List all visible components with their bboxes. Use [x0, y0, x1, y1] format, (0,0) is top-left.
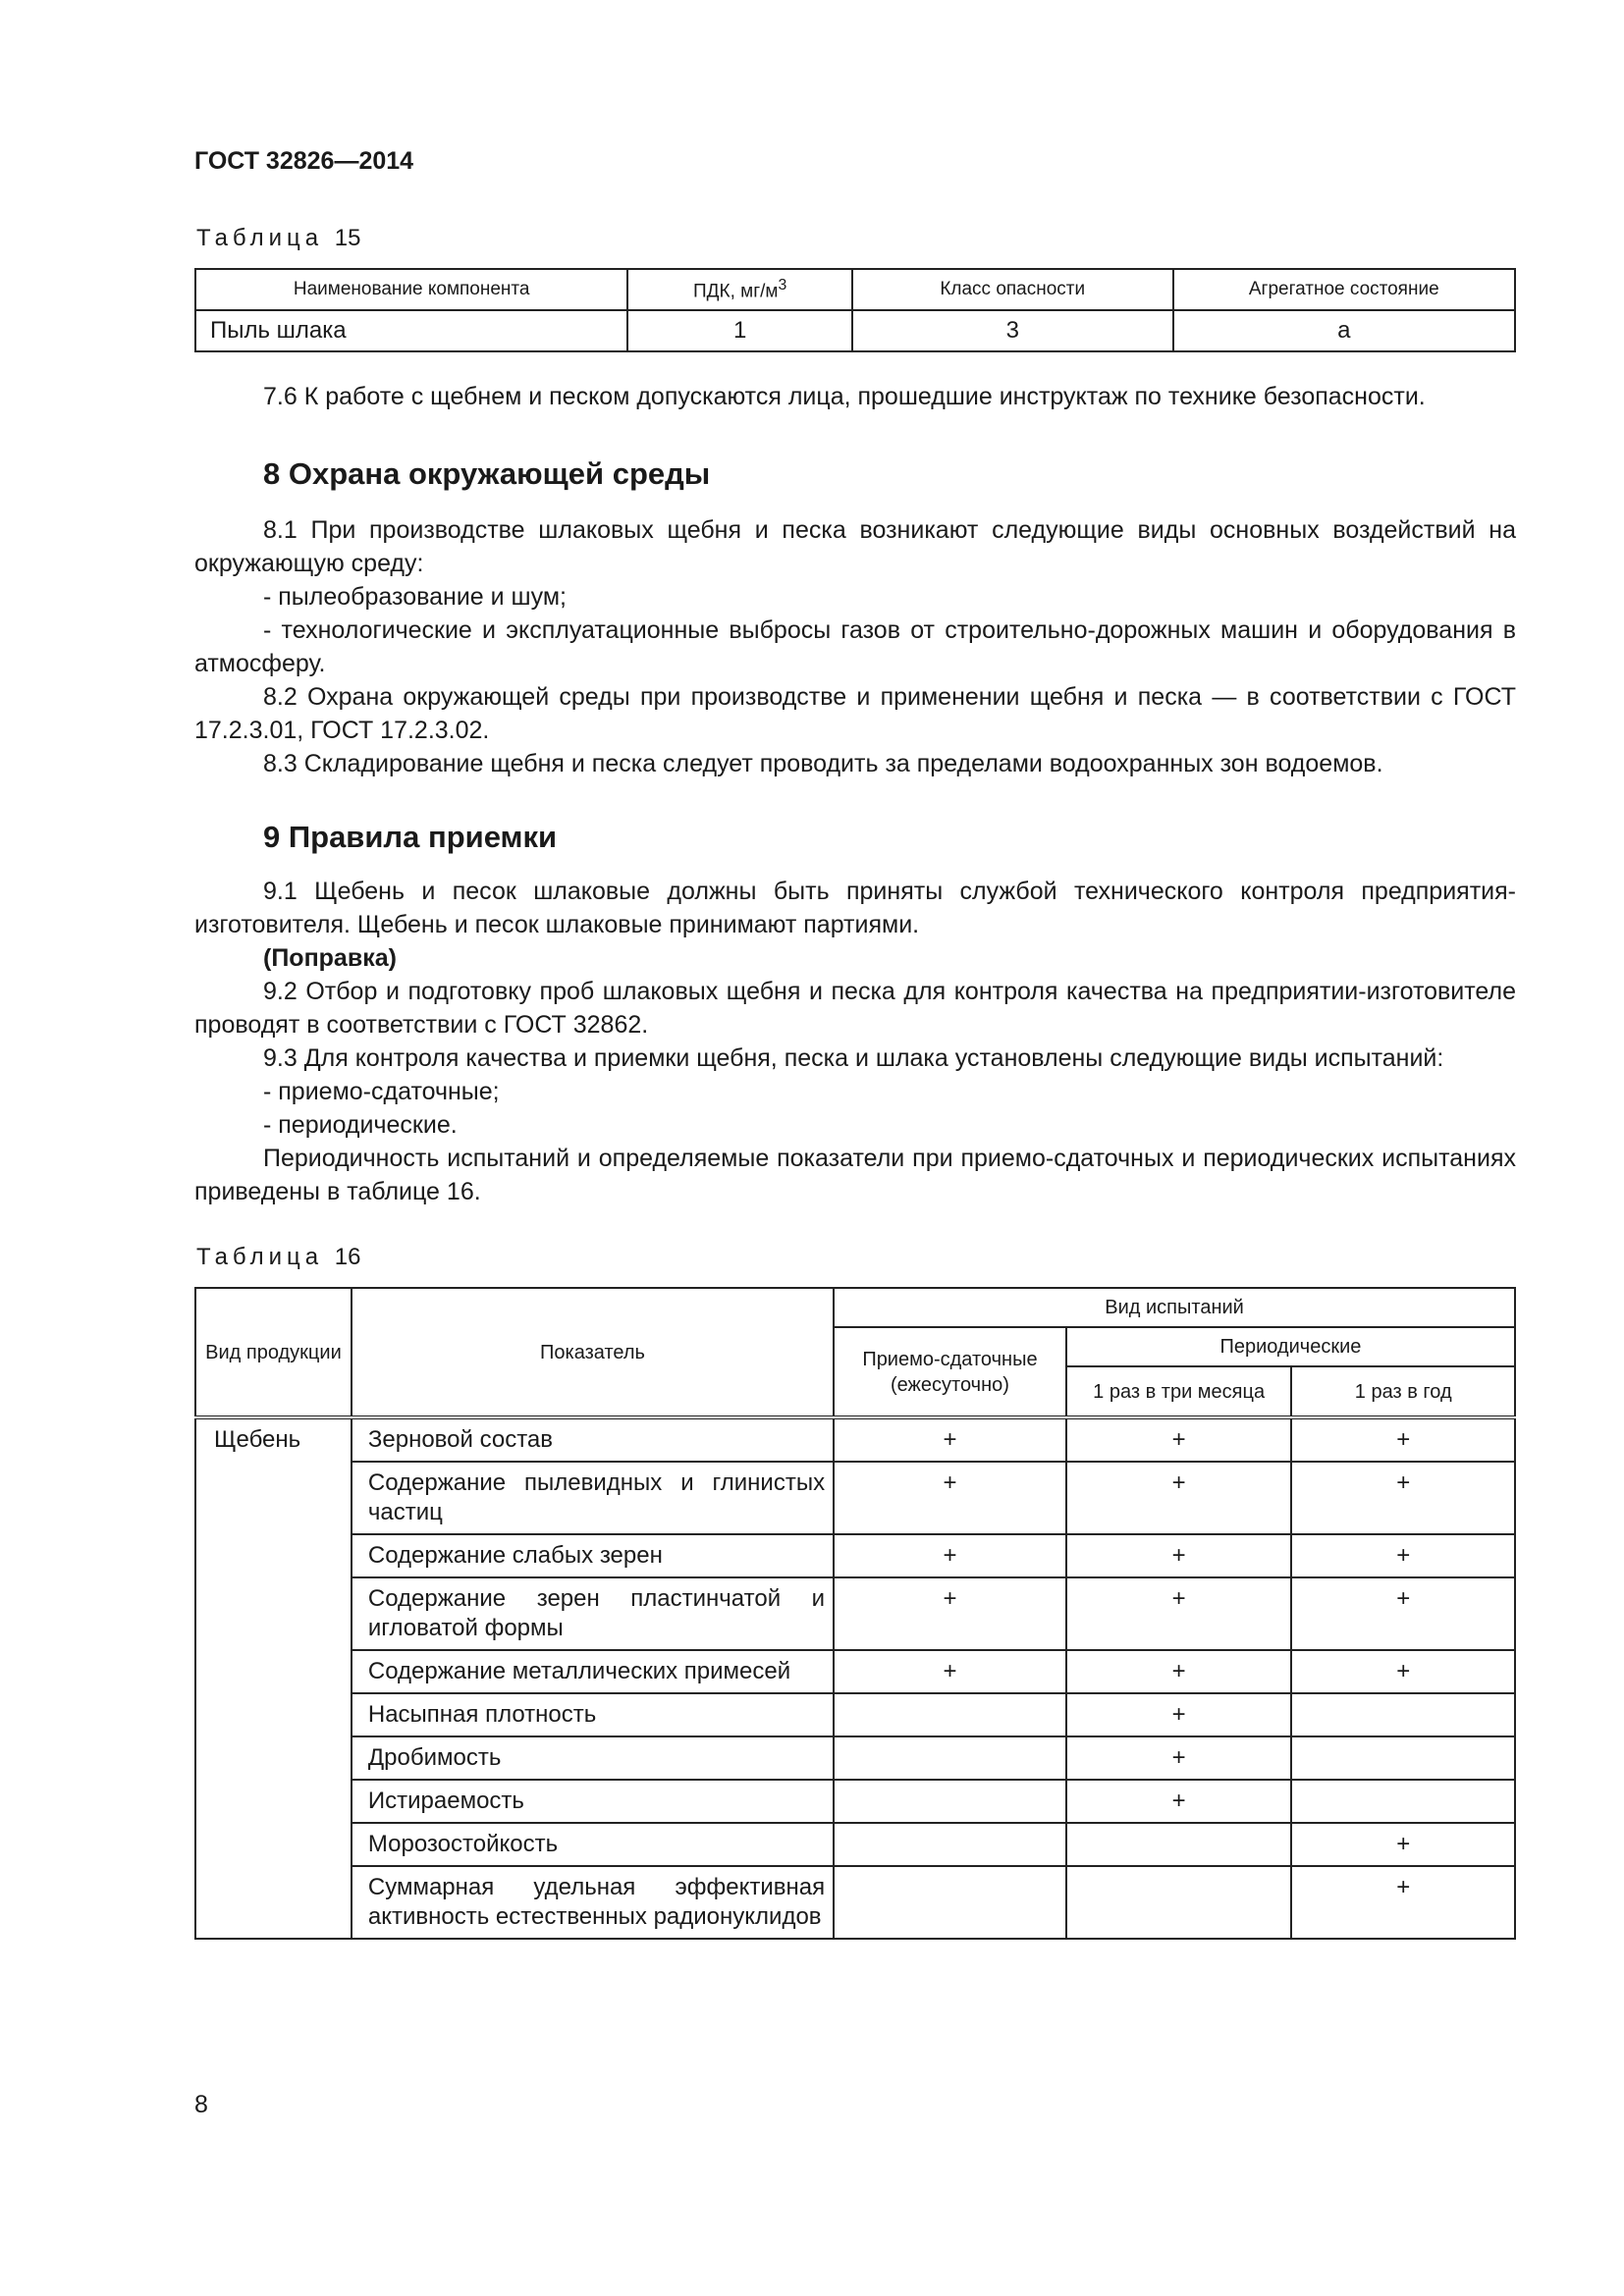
table15-header-cell: Наименование компонента — [195, 269, 627, 310]
table15-caption — [196, 225, 1516, 252]
quarterly-cell: + — [1066, 1417, 1292, 1462]
pdk-superscript: 3 — [778, 276, 787, 294]
acceptance-cell: + — [834, 1650, 1066, 1693]
yearly-cell — [1291, 1780, 1515, 1823]
yearly-cell: + — [1291, 1823, 1515, 1866]
paragraph-9-3: 9.3 Для контроля качества и приемки щебня, песка и шлака установлены следующие виды испытаний: — [263, 1044, 1444, 1072]
acceptance-cell — [834, 1693, 1066, 1736]
acceptance-cell — [834, 1780, 1066, 1823]
indicator-cell: Зерновой состав — [352, 1417, 834, 1462]
list-item: - пылеобразование и шум; — [263, 583, 567, 611]
table-row — [195, 1462, 1515, 1534]
quarterly-cell: + — [1066, 1780, 1292, 1823]
table15-cell: а — [1173, 310, 1516, 351]
quarterly-cell: + — [1066, 1534, 1292, 1577]
pdk-label: ПДК, мг/м — [693, 281, 779, 302]
quarterly-cell — [1066, 1823, 1292, 1866]
list-item: - периодические. — [263, 1111, 458, 1139]
yearly-cell: + — [1291, 1462, 1515, 1534]
paragraph-8-3: 8.3 Складирование щебня и песка следует проводить за пределами водоохранных зон водоемов. — [263, 750, 1383, 777]
document-header: ГОСТ 32826—2014 — [194, 147, 414, 175]
table15-cell: 3 — [852, 310, 1173, 351]
section-8-title: 8 Охрана окружающей среды — [263, 456, 711, 491]
table-row — [195, 1417, 1515, 1462]
table15-caption-word: Таблица — [196, 225, 324, 251]
table15-header-cell: Агрегатное состояние — [1173, 269, 1516, 310]
paragraph-9-3-cont: Периодичность испытаний и определяемые показатели при приемо-сдаточных и периодических испытаниях приведены в таблице 16. — [194, 1145, 1516, 1205]
quarterly-cell: + — [1066, 1693, 1292, 1736]
section-9-title: 9 Правила приемки — [263, 820, 558, 854]
yearly-cell: + — [1291, 1534, 1515, 1577]
list-item: - технологические и эксплуатационные выбросы газов от строительно-дорожных машин и оборудования в атмосферу. — [194, 616, 1516, 677]
paragraph-8-1: 8.1 При производстве шлаковых щебня и песка возникают следующие виды основных воздействий на окружающую среду: — [194, 516, 1516, 577]
yearly-cell — [1291, 1693, 1515, 1736]
indicator-cell: Морозостойкость — [352, 1823, 834, 1866]
indicator-cell: Истираемость — [352, 1780, 834, 1823]
table-row — [195, 1693, 1515, 1736]
table16-caption — [196, 1244, 1516, 1271]
indicator-cell: Насыпная плотность — [352, 1693, 834, 1736]
header-test-kind: Вид испытаний — [834, 1288, 1515, 1327]
quarterly-cell: + — [1066, 1736, 1292, 1780]
table-15 — [194, 268, 1516, 352]
table15-caption-number: 15 — [334, 225, 361, 251]
indicator-cell: Суммарная удельная эффективная активность естественных радионуклидов — [352, 1866, 834, 1939]
document-page — [194, 147, 1516, 1940]
table15-cell: 1 — [627, 310, 852, 351]
indicator-cell: Содержание пылевидных и глинистых частиц — [352, 1462, 834, 1534]
acceptance-cell: + — [834, 1577, 1066, 1650]
table15-header-cell: Класс опасности — [852, 269, 1173, 310]
header-yearly: 1 раз в год — [1291, 1366, 1515, 1417]
yearly-cell: + — [1291, 1650, 1515, 1693]
table-row — [195, 1534, 1515, 1577]
acceptance-cell — [834, 1823, 1066, 1866]
paragraph-9-2: 9.2 Отбор и подготовку проб шлаковых щебня и песка для контроля качества на предприятии-изготовителе проводят в соответствии с ГОСТ 32862. — [194, 978, 1516, 1039]
acceptance-cell: + — [834, 1417, 1066, 1462]
quarterly-cell: + — [1066, 1577, 1292, 1650]
list-item: - приемо-сдаточные; — [263, 1078, 500, 1105]
table16-header-row — [195, 1288, 1515, 1327]
quarterly-cell: + — [1066, 1462, 1292, 1534]
table15-header-cell — [627, 269, 852, 310]
correction-note: (Поправка) — [263, 944, 397, 972]
table15-cell: Пыль шлака — [195, 310, 627, 351]
yearly-cell — [1291, 1736, 1515, 1780]
table-row — [195, 1866, 1515, 1939]
acceptance-cell — [834, 1866, 1066, 1939]
table-row — [195, 1650, 1515, 1693]
acceptance-cell — [834, 1736, 1066, 1780]
table-row — [195, 1780, 1515, 1823]
table-row — [195, 1577, 1515, 1650]
header-product: Вид продукции — [195, 1288, 352, 1417]
header-acceptance: Приемо-сдаточные (ежесуточно) — [834, 1327, 1066, 1417]
table15-row — [195, 310, 1515, 351]
table-row — [195, 1823, 1515, 1866]
table16-caption-number: 16 — [334, 1244, 361, 1270]
table-row — [195, 1736, 1515, 1780]
quarterly-cell: + — [1066, 1650, 1292, 1693]
yearly-cell: + — [1291, 1577, 1515, 1650]
header-indicator: Показатель — [352, 1288, 834, 1417]
yearly-cell: + — [1291, 1866, 1515, 1939]
indicator-cell: Содержание слабых зерен — [352, 1534, 834, 1577]
quarterly-cell — [1066, 1866, 1292, 1939]
indicator-cell: Дробимость — [352, 1736, 834, 1780]
paragraph-9-1: 9.1 Щебень и песок шлаковые должны быть приняты службой технического контроля предприятия-изготовителя. Щебень и песок шлаковые принимают партиями. — [194, 878, 1516, 938]
product-cell: Щебень — [195, 1417, 352, 1939]
paragraph-8-2: 8.2 Охрана окружающей среды при производстве и применении щебня и песка — в соответствии с ГОСТ 17.2.3.01, ГОСТ 17.2.3.02. — [194, 683, 1516, 744]
table15-header-row — [195, 269, 1515, 310]
page-number: 8 — [194, 2091, 208, 2118]
indicator-cell: Содержание металлических примесей — [352, 1650, 834, 1693]
header-periodic: Периодические — [1066, 1327, 1515, 1366]
table16-caption-word: Таблица — [196, 1244, 324, 1270]
indicator-cell: Содержание зерен пластинчатой и игловатой формы — [352, 1577, 834, 1650]
header-quarterly: 1 раз в три месяца — [1066, 1366, 1292, 1417]
paragraph-7-6: 7.6 К работе с щебнем и песком допускаются лица, прошедшие инструктаж по технике безопасности. — [263, 383, 1426, 410]
yearly-cell: + — [1291, 1417, 1515, 1462]
acceptance-cell: + — [834, 1534, 1066, 1577]
acceptance-cell: + — [834, 1462, 1066, 1534]
table-16 — [194, 1287, 1516, 1940]
